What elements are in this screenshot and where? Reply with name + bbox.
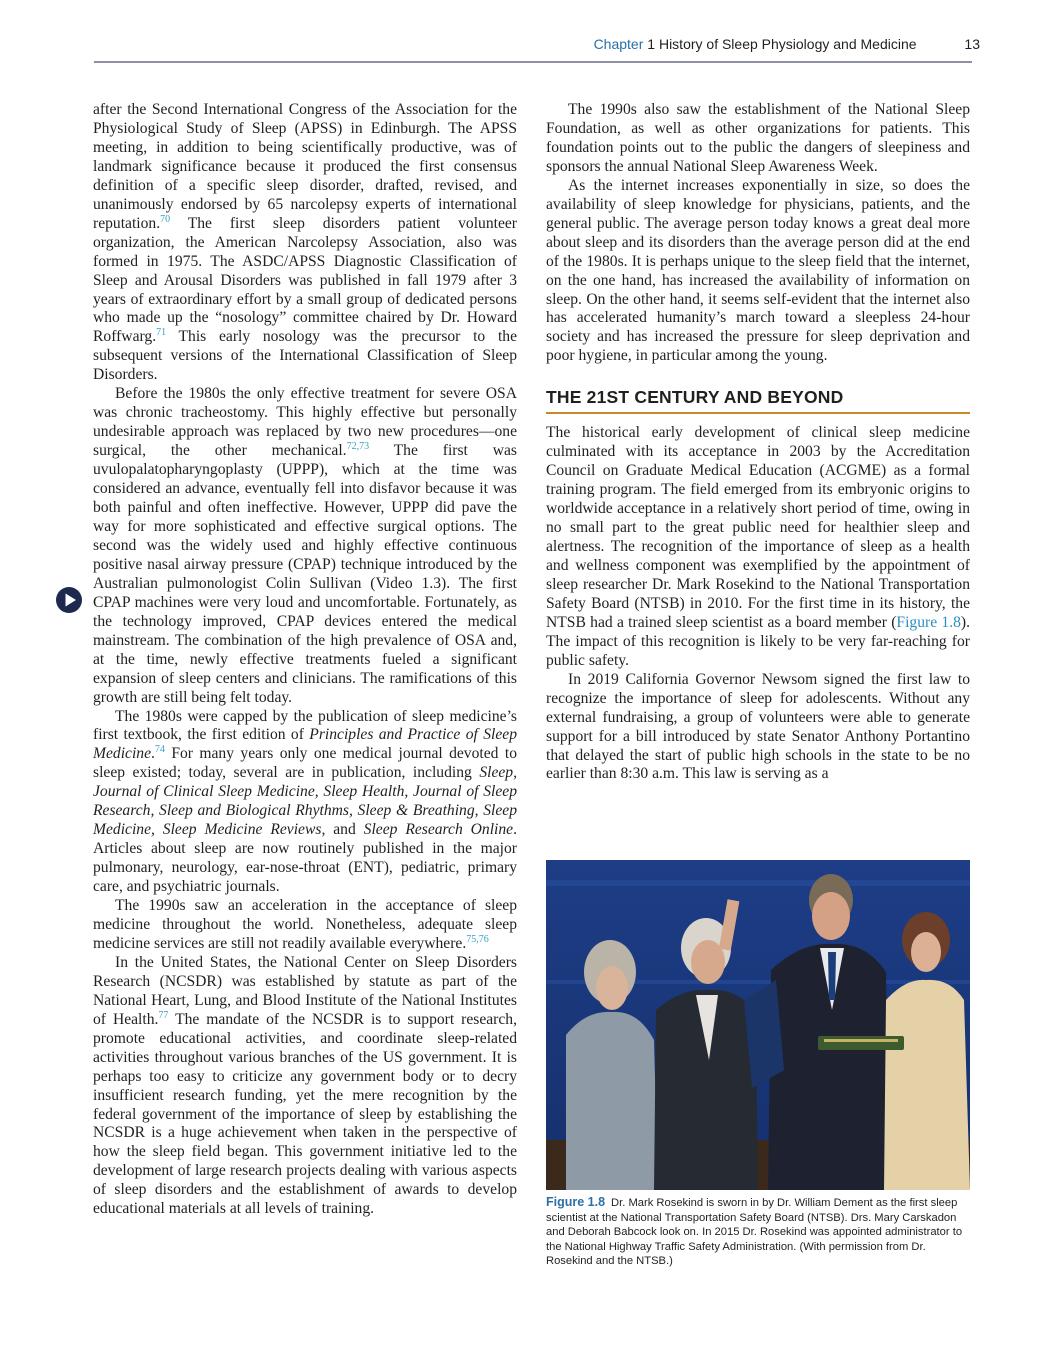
- citation-ref[interactable]: 77: [158, 1009, 169, 1021]
- paragraph: The 1990s saw an acceleration in the acceptance of sleep medicine throughout the world. Nonetheless, adequate sleep medicine services are still not readily available everywhere.$^{75,76}$: [93, 897, 517, 952]
- chapter-title: History of Sleep Physiology and Medicine: [658, 36, 917, 52]
- figure-label: Figure 1.8: [546, 1195, 606, 1209]
- citation-ref[interactable]: 75,76: [466, 933, 489, 945]
- paragraph: In the United States, the National Center on Sleep Disorders Research (NCSDR) was established by statute as part of the National Heart, Lung, and Blood Institute of the National Institutes of Health.$^{77}$ The mandate of the NCSDR is to support research, promote educational activities, and coordinate sleep-related activities throughout various branches of the US government. It is perhaps too easy to criticize any government body or to decry insufficient research funding, yet the mere recognition by the federal government of the importance of sleep by establishing the NCSDR is a huge achievement when taken in the perspective of how the sleep field began. This government initiative led to the development of large research projects dealing with various aspects of sleep disorders and the establishment of awards to develop educational materials at all levels of training.: [93, 953, 517, 1218]
- header-rule: [94, 61, 972, 63]
- paragraph: As the internet increases exponentially in size, so does the availability of sleep knowledge for physicians, patients, and the general public. The average person today knows a great deal more about sleep and its disorders than the average person did at the end of the 1980s. It is perhaps unique to the sleep field that the internet, on the one hand, has increased the availability of information on sleep. On the other hand, it seems self-evident that the internet also has accelerated humanity’s march toward a sleepless 24-hour society and has increased the pressure for sleep deprivation and poor hygiene, in particular among the young.: [546, 176, 970, 365]
- right-column: [546, 101, 970, 784]
- play-circle-icon[interactable]: [56, 587, 82, 613]
- paragraph: In 2019 California Governor Newsom signed the first law to recognize the importance of sleep for adolescents. Without any external fundraising, a group of volunteers were able to generate support for a bill introduced by state Senator Anthony Portantino that delayed the start of public high schools in the state to be no earlier than 8:30 a.m. This law is serving as a: [546, 670, 970, 783]
- running-head: [0, 36, 980, 56]
- citation-ref[interactable]: 70: [160, 213, 171, 225]
- figure-caption: [546, 1195, 970, 1269]
- paragraph: The 1980s were capped by the publication of sleep medicine’s first textbook, the first edition of Principles and Practice of Sleep Medicine.$^{74}$ For many years only one medical journal devoted to sleep existed; today, several are in publication, including Sleep, Journal of Clinical Sleep Medicine, Sleep Health, Journal of Sleep Research, Sleep and Biological Rhythms, Sleep & Breathing, Sleep Medicine, Sleep Medicine Reviews, and Sleep Research Online. Articles about sleep are now routinely published in the major pulmonary, neurology, ear-nose-throat (ENT), pediatric, primary care, and psychiatric journals.: [93, 707, 517, 896]
- paragraph: The historical early development of clinical sleep medicine culminated with its acceptance in 2003 by the Accreditation Council on Graduate Medical Education (ACGME) as a formal training program. The field emerged from its embryonic origins to worldwide acceptance in a relatively short period of time, owing in no small part to the great public need for healthier sleep and alertness. The recognition of the importance of sleep as a health and wellness component was exemplified by the appointment of sleep researcher Dr. Mark Rosekind to the National Transportation Safety Board (NTSB) in 2010. For the first time in its history, the NTSB had a trained sleep scientist as a board member (Figure 1.8). The impact of this recognition is likely to be very far-reaching for public safety.: [546, 424, 971, 669]
- chapter-label: Chapter: [593, 36, 644, 52]
- citation-ref[interactable]: 71: [156, 327, 167, 339]
- paragraph: Before the 1980s the only effective treatment for severe OSA was chronic tracheostomy. This highly effective but personally undesirable approach was replaced by two new procedures—one surgical, the other mechanical.$^{72,73}$ The first was uvulopalatopharyngoplasty (UPPP), which at the time was considered an advance, eventually fell into disfavor because it was both painful and often ineffective. However, UPPP did pave the way for more sophisticated and effective surgical options. The second was the widely used and highly effective continuous positive nasal airway pressure (CPAP) technique introduced by the Australian pulmonologist Colin Sullivan (Video 1.3). The first CPAP machines were very loud and uncomfortable. Fortunately, as the technology improved, CPAP devices entered the medical mainstream. The combination of the high prevalence of OSA and, at the time, newly effective treatments fueled a significant expansion of sleep centers and clinicians. The ramifications of this growth are still being felt today.: [93, 385, 517, 706]
- paragraph: after the Second International Congress of the Association for the Physiological Study of Sleep (APSS) in Edinburgh. The APSS meeting, in addition to being scientifically productive, was of landmark significance because it produced the first consensus definition of a specific sleep disorder, drafted, revised, and unanimously endorsed by 65 narcolepsy experts of international reputation.$^{70}$ The first sleep disorders patient volunteer organization, the American Narcolepsy Association, also was formed in 1975. The ASDC/APSS Diagnostic Classification of Sleep and Arousal Disorders was published in fall 1979 after 3 years of extraordinary effort by a small group of dedicated persons who made up the “nosology” committee chaired by Dr. Howard Roffwarg.$^{71}$ This early nosology was the precursor to the subsequent versions of the International Classification of Sleep Disorders.: [93, 101, 517, 384]
- citation-ref[interactable]: 74: [154, 744, 165, 756]
- paragraph: The 1990s also saw the establishment of the National Sleep Foundation, as well as other organizations for patients. This foundation points out to the public the dangers of sleepiness and sponsors the annual National Sleep Awareness Week.: [546, 101, 970, 175]
- citation-ref[interactable]: 72,73: [346, 440, 370, 452]
- chapter-number: 1: [647, 36, 656, 52]
- section-heading: THE 21ST CENTURY AND BEYOND: [546, 388, 970, 414]
- left-column: [93, 101, 517, 1219]
- figure-photo: [546, 860, 970, 1190]
- figure-link[interactable]: Figure 1.8: [896, 613, 961, 631]
- page-number: 13: [964, 36, 980, 52]
- caption-text: Dr. Mark Rosekind is sworn in by Dr. William Dement as the first sleep scientist at the National Transportation Safety Board (NTSB). Drs. Mary Carskadon and Deborah Babcock look on. In 2015 Dr. Rosekind was appointed administrator to the National Highway Traffic Safety Administration. (With permission from Dr. Rosekind and the NTSB.): [546, 1197, 963, 1268]
